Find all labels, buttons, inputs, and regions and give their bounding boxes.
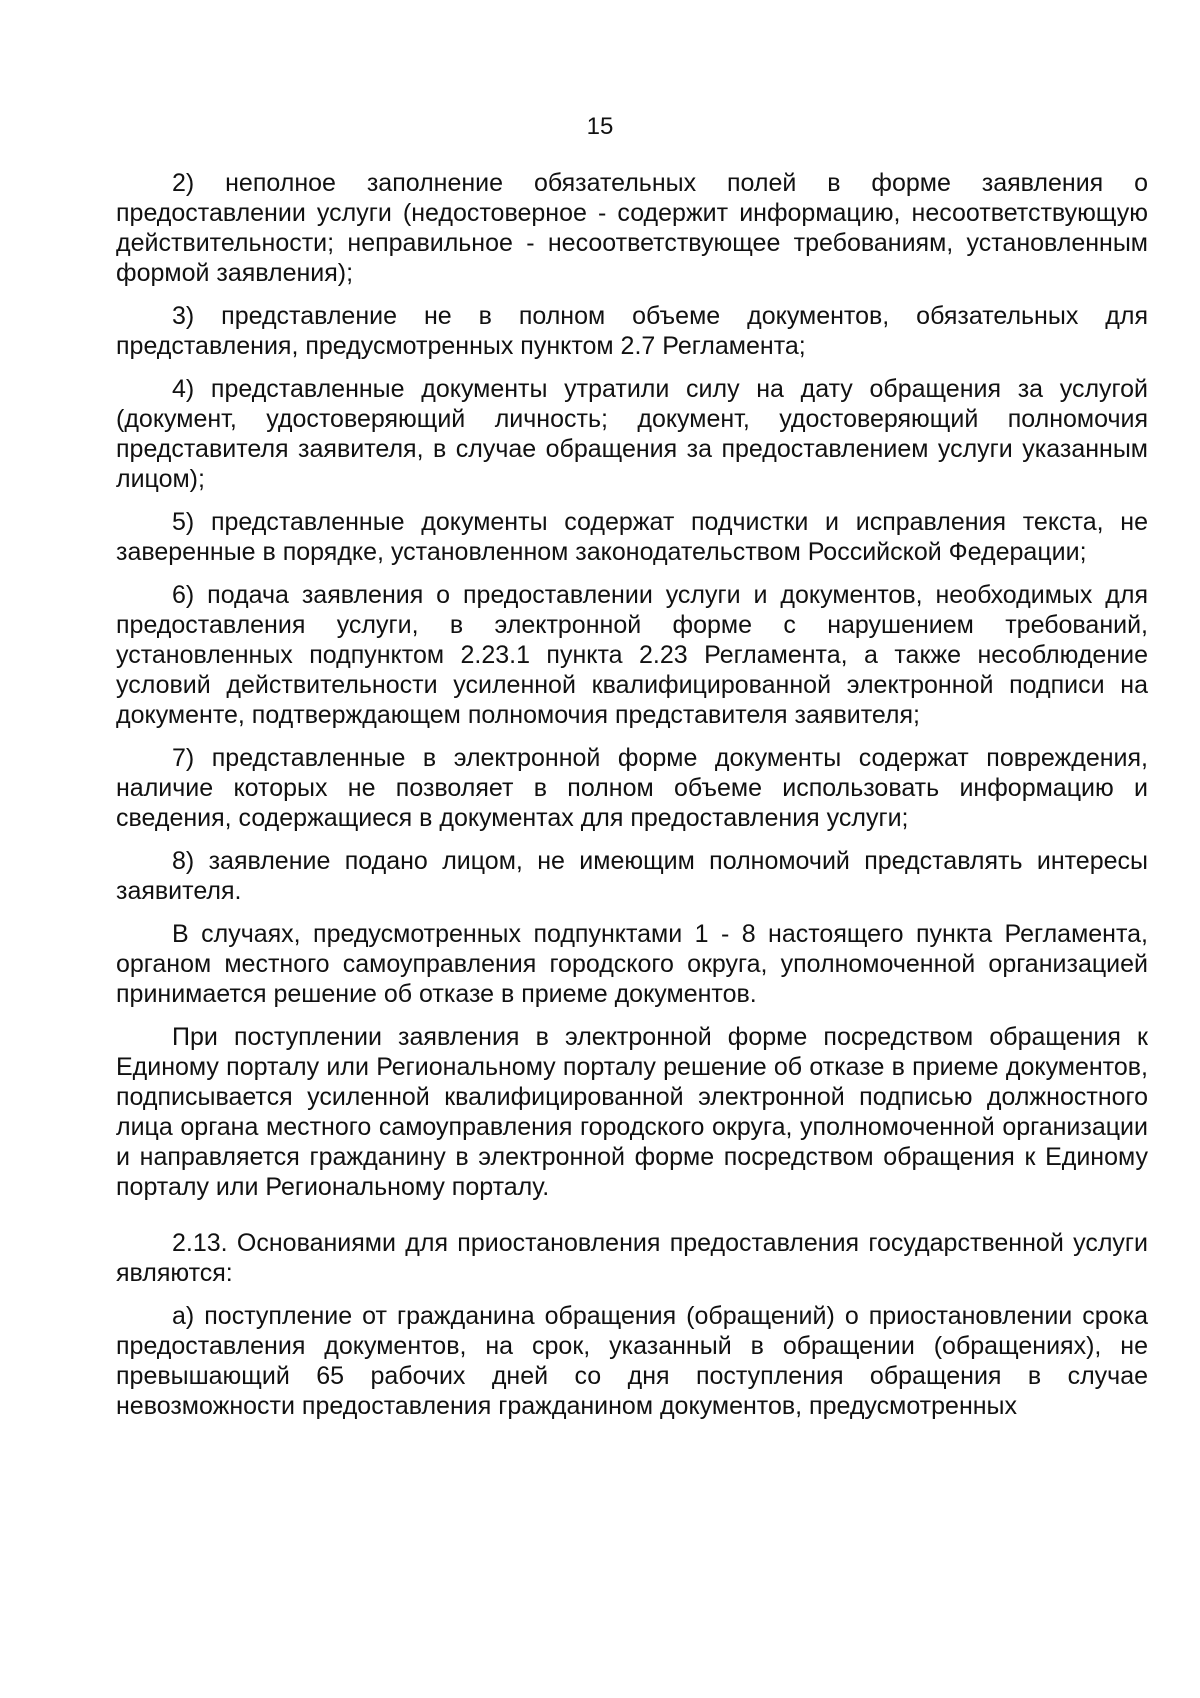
paragraph-refusal-decision: В случаях, предусмотренных подпунктами 1 - 8 настоящего пункта Регламента, органом местного самоуправления городского округа, уполномоченной организацией принимается решение об отказе в приеме документов. <box>116 920 1148 1008</box>
page-number: 15 <box>586 113 614 140</box>
paragraph-item-7: 7) представленные в электронной форме документы содержат повреждения, наличие которых не позволяет в полном объеме использовать информацию и сведения, содержащиеся в документах для предоставления услуги; <box>116 744 1148 832</box>
paragraph-electronic-refusal: При поступлении заявления в электронной форме посредством обращения к Единому порталу или Региональному порталу решение об отказе в приеме документов, подписывается усиленной квалифицированной электронной подписью должностного лица органа местного самоуправления городского округа, уполномоченной организации и направляется гражданину в электронной форме посредством обращения к Единому порталу или Региональному порталу. <box>116 1023 1148 1201</box>
paragraph-item-3: 3) представление не в полном объеме документов, обязательных для представления, предусмотренных пунктом 2.7 Регламента; <box>116 302 1148 360</box>
paragraph-item-2: 2) неполное заполнение обязательных полей в форме заявления о предоставлении услуги (недостоверное - содержит информацию, несоответствующую действительности; неправильное - несоответствующее требованиям, установленным формой заявления); <box>116 169 1148 287</box>
section-heading-2-13: 2.13. Основаниями для приостановления предоставления государственной услуги являются: <box>116 1229 1148 1287</box>
paragraph-item-4: 4) представленные документы утратили силу на дату обращения за услугой (документ, удостоверяющий личность; документ, удостоверяющий полномочия представителя заявителя, в случае обращения за предоставлением услуги указанным лицом); <box>116 375 1148 493</box>
paragraph-item-5: 5) представленные документы содержат подчистки и исправления текста, не заверенные в порядке, установленном законодательством Российской Федерации; <box>116 508 1148 566</box>
document-body <box>116 168 1148 1434</box>
paragraph-item-a: а) поступление от гражданина обращения (обращений) о приостановлении срока предоставления документов, на срок, указанный в обращении (обращениях), не превышающий 65 рабочих дней со дня поступления обращения в случае невозможности предоставления гражданином документов, предусмотренных <box>116 1302 1148 1420</box>
paragraph-item-8: 8) заявление подано лицом, не имеющим полномочий представлять интересы заявителя. <box>116 847 1148 905</box>
paragraph-item-6: 6) подача заявления о предоставлении услуги и документов, необходимых для предоставления услуги, в электронной форме с нарушением требований, установленных подпунктом 2.23.1 пункта 2.23 Регламента, а также несоблюдение условий действительности усиленной квалифицированной электронной подписи на документе, подтверждающем полномочия представителя заявителя; <box>116 581 1148 729</box>
